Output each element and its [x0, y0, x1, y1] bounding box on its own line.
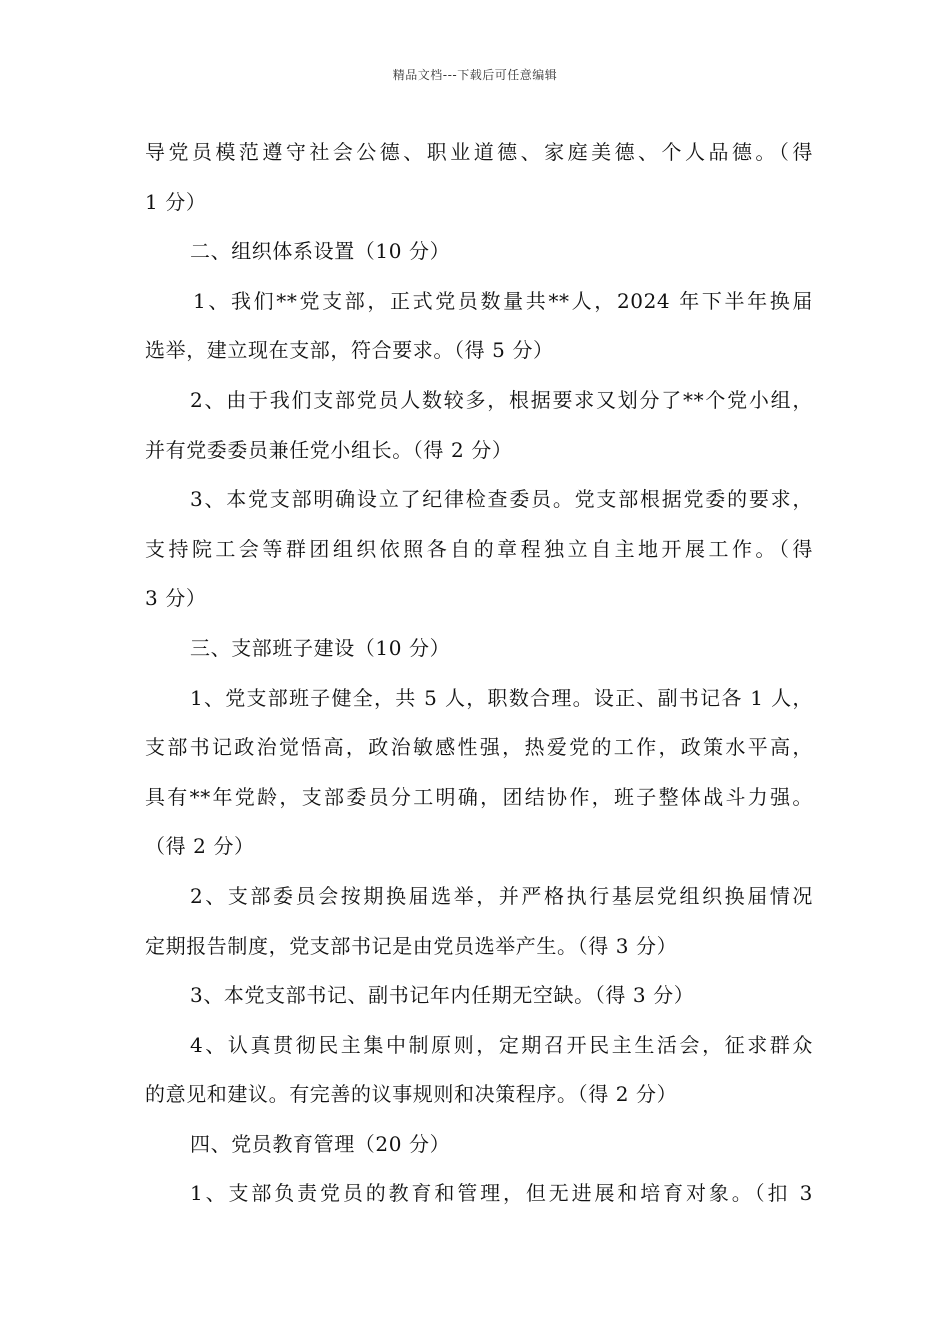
- text-line: 导党员模范遵守社会公德、职业道德、家庭美德、个人品德。（得: [145, 140, 813, 164]
- text-line: 具有**年党龄，支部委员分工明确，团结协作，班子整体战斗力强。: [145, 784, 813, 809]
- text-line: 2、支部委员会按期换届选举，并严格执行基层党组织换届情况: [190, 883, 813, 908]
- text-line: 支部书记政治觉悟高，政治敏感性强，热爱党的工作，政策水平高，: [145, 735, 813, 760]
- text-line: 的意见和建议。有完善的议事规则和决策程序。（得 2 分）: [145, 1082, 678, 1107]
- section-heading: 二、组织体系设置（10 分）: [190, 239, 451, 264]
- document-body: [145, 130, 813, 1221]
- page-header: 精品文档---下载后可任意编辑: [392, 68, 558, 82]
- text-line: 选举，建立现在支部，符合要求。（得 5 分）: [145, 338, 554, 363]
- text-line: 1、支部负责党员的教育和管理，但无进展和培育对象。（扣 3: [190, 1181, 813, 1206]
- text-line: 1、我们**党支部，正式党员数量共**人，2024 年下半年换届: [193, 288, 813, 313]
- text-line: 1 分）: [145, 189, 207, 214]
- text-line: 3 分）: [145, 586, 207, 611]
- text-line: 1、党支部班子健全，共 5 人，职数合理。设正、副书记各 1 人，: [190, 685, 813, 710]
- text-line: 定期报告制度，党支部书记是由党员选举产生。（得 3 分）: [145, 933, 678, 958]
- section-heading: 四、党员教育管理（20 分）: [190, 1131, 451, 1156]
- text-line: 4、认真贯彻民主集中制原则，定期召开民主生活会，征求群众: [190, 1032, 813, 1057]
- section-heading: 三、支部班子建设（10 分）: [190, 635, 451, 660]
- text-line: 并有党委委员兼任党小组长。（得 2 分）: [145, 437, 513, 462]
- text-line: 3、本党支部书记、副书记年内任期无空缺。（得 3 分）: [190, 983, 695, 1008]
- text-line: 3、本党支部明确设立了纪律检查委员。党支部根据党委的要求，: [190, 487, 813, 512]
- text-line: （得 2 分）: [145, 834, 255, 859]
- text-line: 2、由于我们支部党员人数较多，根据要求又划分了**个党小组，: [190, 387, 813, 412]
- text-line: 支持院工会等群团组织依照各自的章程独立自主地开展工作。（得: [145, 536, 813, 561]
